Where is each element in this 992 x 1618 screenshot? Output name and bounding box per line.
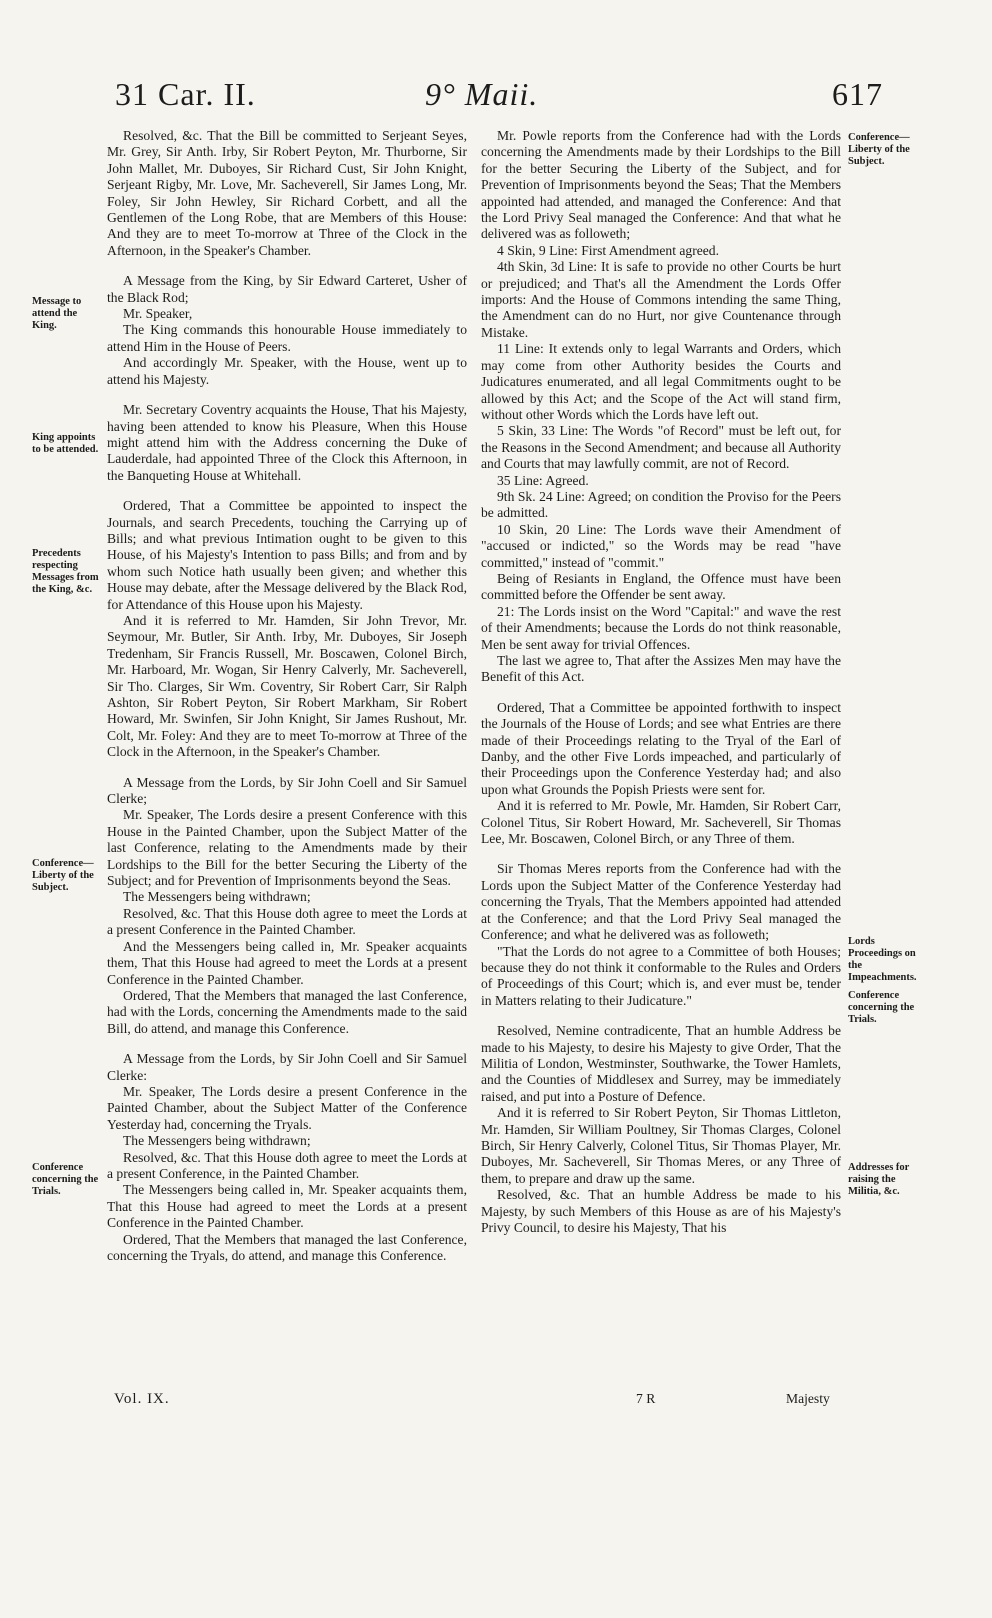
- paragraph: Resolved, &c. That this House doth agree to meet the Lords at a present Conference, in the Painted Chamber.: [107, 1149, 467, 1181]
- paragraph: And it is referred to Mr. Hamden, Sir John Trevor, Mr. Seymour, Mr. Butler, Sir Anth. Irby, Mr. Duboyes, Sir Joseph Tredenham, Sir Francis Russell, Mr. Boscawen, Colonel Birch, Mr. Harboard, Mr. Wogan, Sir Henry Calverly, Mr. Sacheverell, Sir Tho. Clarges, Sir Wm. Coventry, Sir Robert Carr, Sir Ralph Ashton, Sir Robert Peyton, Sir Robert Markham, Sir Robert Howard, Mr. Swinfen, Sir John Knight, Sir James Rushout, Mr. Colt, Mr. Foley: And they are to meet To-morrow at Three of the Clock in the Afternoon, in the Speaker's Chamber.: [107, 612, 467, 760]
- paragraph: A Message from the King, by Sir Edward Carteret, Usher of the Black Rod;: [107, 273, 467, 305]
- paragraph: A Message from the Lords, by Sir John Coell and Sir Samuel Clerke:: [107, 1051, 467, 1083]
- page-number: 617: [832, 76, 883, 112]
- paragraph: Ordered, That a Committee be appointed to inspect the Journals, and search Precedents, touching the Carrying up of Bills; and what previous Intimation ought to be given to this House, of his Majesty's Intention to pass Bills; and from and by whom such Notice hath usually been given; and whether this House may debate, after the Message delivered by the Black Rod, for Attendance of this House upon his Majesty.: [107, 498, 467, 612]
- paragraph: The Messengers being withdrawn;: [123, 1133, 311, 1149]
- footer-volume: Vol. IX.: [114, 1391, 170, 1407]
- sidenote-message-to-attend-king: Message to attend the King.: [32, 296, 82, 331]
- paragraph: 5 Skin, 33 Line: The Words "of Record" must be left out, for the Reasons in the Second Amendment; and because all Authority and Courts that may lawfully commit, are not of Record.: [481, 423, 841, 472]
- paragraph: Resolved, &c. That an humble Address be made to his Majesty, by such Members of this House as are of his Majesty's Privy Council, to desire his Majesty, That his: [481, 1187, 841, 1235]
- paragraph: Resolved, &c. That the Bill be committed to Serjeant Seyes, Mr. Grey, Sir Anth. Irby, Sir Robert Peyton, Mr. Thurborne, Sir John Mallet, Mr. Duboyes, Sir Richard Cust, Sir John Knight, Serjeant Rigby, Mr. Love, Mr. Sacheverell, Sir James Long, Mr. Foley, Sir John Hewley, Sir Richard Corbett, and all the Gentlemen of the Long Robe, that are Members of this House: And they are to meet To-morrow at Three of the Clock in the Afternoon, in the Speaker's Chamber.: [107, 128, 467, 258]
- paragraph: "That the Lords do not agree to a Committee of both Houses; because they do not think it conformable to the Rules and Orders of Proceedings of this Court; which is, and ever must be, tender in Matters relating to their Judicature.": [481, 943, 841, 1008]
- paragraph: The Messengers being called in, Mr. Speaker acquaints them, That this House had agreed to meet the Lords at a present Conference in the Painted Chamber.: [107, 1182, 467, 1231]
- paragraph: 9th Sk. 24 Line: Agreed; on condition the Proviso for the Peers be admitted.: [481, 488, 841, 521]
- sidenote-conference-trials-right: Conference concerning the Trials.: [848, 990, 915, 1025]
- sidenote-lords-impeachments: Lords Proceedings on the Impeachments.: [848, 936, 917, 983]
- paragraph: Ordered, That the Members that managed the last Conference, had with the Lords, concerning the Amendments made to the said Bill, do attend, and manage this Conference.: [107, 987, 467, 1036]
- paragraph: 4 Skin, 9 Line: First Amendment agreed.: [497, 242, 719, 258]
- paragraph: Sir Thomas Meres reports from the Conference had with the Lords upon the Subject Matter of the Conference Yesterday had concerning the Tryals, That the Members appointed had attended at the Conference; and that the Lord Privy Seal managed the Conference; and what he delivered was as followeth;: [481, 861, 841, 943]
- paragraph: 10 Skin, 20 Line: The Lords wave their Amendment of "accused or indicted," so the Words may be read "have committed," instead of "commit.": [481, 521, 841, 570]
- paragraph: And accordingly Mr. Speaker, with the House, went up to attend his Majesty.: [107, 355, 467, 387]
- paragraph: Resolved, &c. That this House doth agree to meet the Lords at a present Conference in the Painted Chamber.: [107, 905, 467, 938]
- sidenote-militia-addresses: Addresses for raising the Militia, &c.: [848, 1162, 910, 1197]
- paragraph: Mr. Speaker,: [123, 306, 193, 322]
- paragraph: 4th Skin, 3d Line: It is safe to provide no other Courts be hurt or prejudiced; and That's all the Amendment the Lords Offer imports: And the House of Commons intending the same Thing, the Amendment can do no Hurt, nor give Countenance through Mistake.: [481, 259, 841, 340]
- paragraph: Mr. Secretary Coventry acquaints the House, That his Majesty, having been attended to know his Pleasure, When this House might attend him with the Address concerning the Duke of Lauderdale, had appointed Three of the Clock this Afternoon, in the Banqueting House at Whitehall.: [107, 402, 467, 483]
- paragraph: A Message from the Lords, by Sir John Coell and Sir Samuel Clerke;: [107, 774, 467, 807]
- footer-catchword: Majesty: [786, 1391, 830, 1406]
- sidenote-precedents: Precedents respecting Messages from the King, &c.: [32, 548, 99, 595]
- sidenote-conference-liberty: Conference— Liberty of the Subject.: [32, 858, 94, 893]
- paragraph: And it is referred to Sir Robert Peyton, Sir Thomas Littleton, Mr. Hamden, Sir William Poultney, Sir Thomas Clarges, Colonel Birch, Sir Henry Calverly, Colonel Titus, Sir Thomas Player, Mr. Duboyes, Mr. Sacheverell, Sir Thomas Meres, or any Three of them, to prepare and draw up the same.: [481, 1105, 841, 1186]
- paragraph: The King commands this honourable House immediately to attend Him in the House of Peers.: [107, 322, 467, 354]
- paragraph: The last we agree to, That after the Assizes Men may have the Benefit of this Act.: [481, 653, 841, 685]
- paragraph: Being of Resiants in England, the Offence must have been committed before the Offender be sent away.: [481, 570, 841, 603]
- paragraph: Mr. Speaker, The Lords desire a present Conference in the Painted Chamber, about the Subject Matter of the Conference Yesterday had, concerning the Tryals.: [107, 1083, 467, 1132]
- paragraph: Ordered, That the Members that managed the last Conference, concerning the Tryals, do attend, and manage this Conference.: [107, 1231, 467, 1263]
- left-column: [107, 128, 467, 1264]
- sidenote-king-appoints: King appoints to be attended.: [32, 432, 99, 455]
- right-column: [481, 128, 841, 1236]
- sidenote-conference-trials: Conference concerning the Trials.: [32, 1162, 99, 1197]
- paragraph: And the Messengers being called in, Mr. Speaker acquaints them, That this House had agreed to meet the Lords at a present Conference in the Painted Chamber.: [107, 938, 467, 987]
- sidenote-conference-liberty-right: Conference— Liberty of the Subject.: [848, 132, 910, 167]
- paragraph: 35 Line: Agreed.: [497, 472, 589, 488]
- paragraph: Ordered, That a Committee be appointed forthwith to inspect the Journals of the House of Lords; and see what Entries are there made of their Proceedings relating to the Tryal of the Earl of Danby, and the other Five Lords impeached, and particularly of their Proceedings upon the Conference Yesterday had; and also upon what Grounds the Popish Priests were sent for.: [481, 699, 841, 797]
- header-date: 9° Maii.: [425, 76, 539, 112]
- paragraph: The Messengers being withdrawn;: [123, 889, 311, 905]
- footer-signature: 7 R: [636, 1391, 656, 1406]
- paragraph: Mr. Powle reports from the Conference had with the Lords concerning the Amendments made by their Lordships to the Bill for the better Securing the Liberty of the Subject, and for Prevention of Imprisonments beyond the Seas; That the Members appointed had attended, and managed the Conference: And that the Lord Privy Seal managed the Conference: And that what he delivered was as followeth;: [481, 128, 841, 242]
- header-regnal-year: 31 Car. II.: [115, 76, 256, 112]
- paragraph: 21: The Lords insist on the Word "Capital:" and wave the rest of their Amendments; because the Lords do not think reasonable, Men be sent away for trivial Offences.: [481, 603, 841, 652]
- paragraph: Resolved, Nemine contradicente, That an humble Address be made to his Majesty, to desire his Majesty to give Order, That the Militia of London, Westminster, Southwarke, the Tower Hamlets, and the Counties of Middlesex and Surrey, may be immediately raised, and put into a Posture of Defence.: [481, 1023, 841, 1104]
- paragraph: And it is referred to Mr. Powle, Mr. Hamden, Sir Robert Carr, Colonel Titus, Sir Robert Howard, Mr. Sacheverell, Sir Thomas Lee, Mr. Boscawen, Colonel Birch, or any Three of them.: [481, 798, 841, 847]
- paragraph: 11 Line: It extends only to legal Warrants and Orders, which may come from other Authority besides the Courts and Judicatures enumerated, and all legal Commitments ought to be allowed by this Act; and the Scope of the Act will stand firm, without other Words which the Lords have left out.: [481, 341, 841, 422]
- paragraph: Mr. Speaker, The Lords desire a present Conference with this House in the Painted Chamber, upon the Subject Matter of the last Conference, relating to the Amendments made by their Lordships to the Bill for the better Securing the Liberty of the Subject; and for Prevention of Imprisonments beyond the Seas.: [107, 807, 467, 889]
